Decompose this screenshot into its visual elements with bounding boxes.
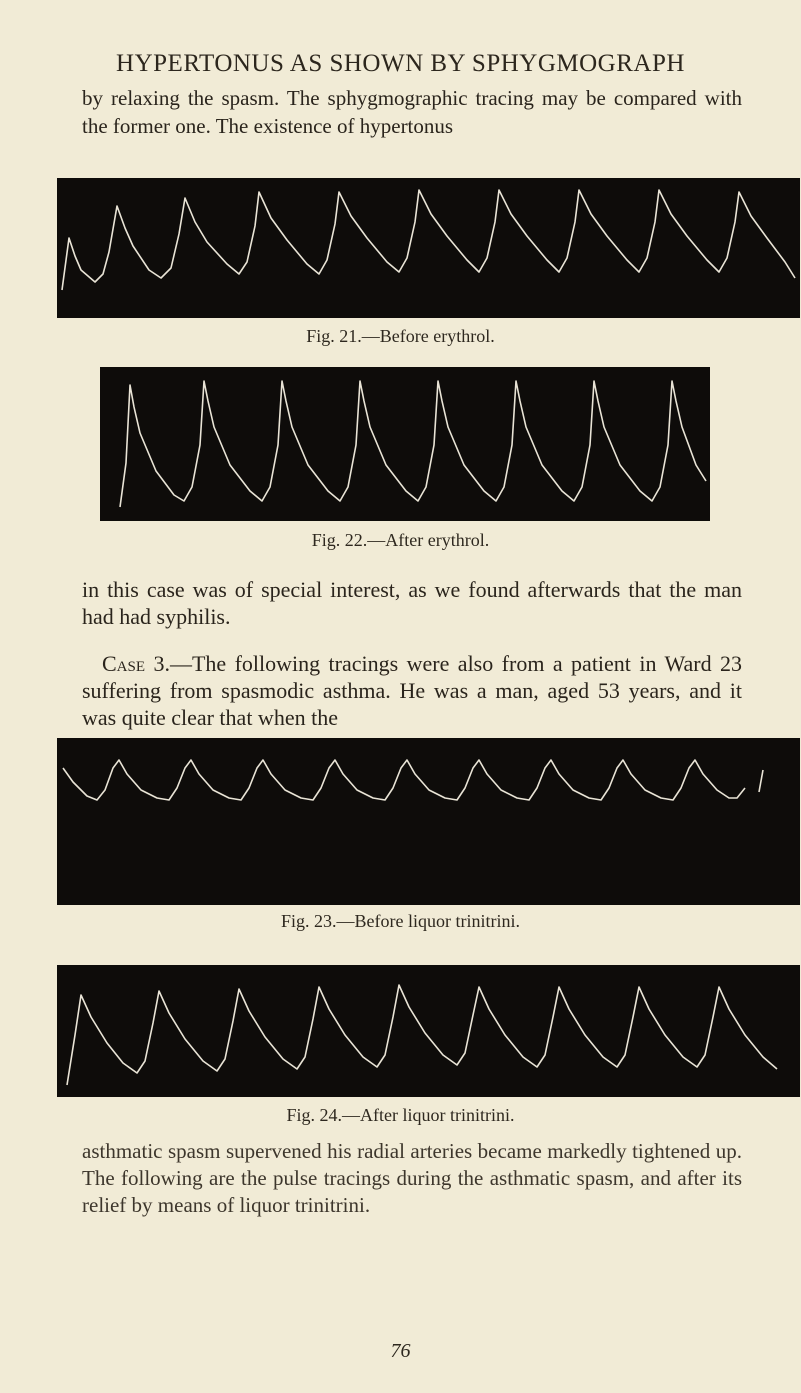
fig21-pulse-svg: [57, 178, 800, 318]
fig24-pulse-line: [67, 985, 777, 1085]
figure-24-caption: Fig. 24.—After liquor trinitrini.: [286, 1105, 515, 1125]
case-label: Case 3.: [102, 651, 170, 676]
fig24-pulse-svg: [57, 965, 800, 1097]
fig23-end-mark: [759, 770, 763, 792]
paragraph-case-3: [82, 650, 742, 731]
figure-23-caption: Fig. 23.—Before liquor trinitrini.: [281, 911, 520, 931]
fig21-pulse-line: [62, 190, 795, 290]
figure-22-caption: Fig. 22.—After erythrol.: [311, 530, 490, 550]
paragraph-syphilis: in this case was of special interest, as we found afterwards that the man had had syphilis.: [82, 577, 742, 629]
fig22-pulse-svg: [100, 367, 710, 521]
fig23-pulse-svg: [57, 738, 800, 905]
figure-21-tracing: [57, 178, 800, 318]
fig22-pulse-line: [120, 381, 706, 507]
fig23-pulse-line: [63, 760, 745, 800]
case-3-text: —The following tracings were also from a patient in Ward 23 suffering from spasmodic asthma. He was a man, aged 53 years, and it was quite clear that when the: [82, 651, 743, 730]
paragraph-asthmatic: asthmatic spasm supervened his radial arteries became markedly tightened up. The following are the pulse tracings during the asthmatic spasm, and after its relief by means of liquor trinitrini.: [82, 1139, 742, 1217]
figure-23-tracing: [57, 738, 800, 905]
figure-24-tracing: [57, 965, 800, 1097]
figure-22-tracing: [100, 367, 710, 521]
figure-21-caption: Fig. 21.—Before erythrol.: [306, 326, 495, 346]
running-head: HYPERTONUS AS SHOWN BY SPHYGMOGRAPH: [116, 50, 685, 77]
page-number: 76: [390, 1340, 411, 1362]
paragraph-intro: by relaxing the spasm. The sphygmographic tracing may be compared with the former one. The existence of hypertonus: [82, 86, 742, 138]
